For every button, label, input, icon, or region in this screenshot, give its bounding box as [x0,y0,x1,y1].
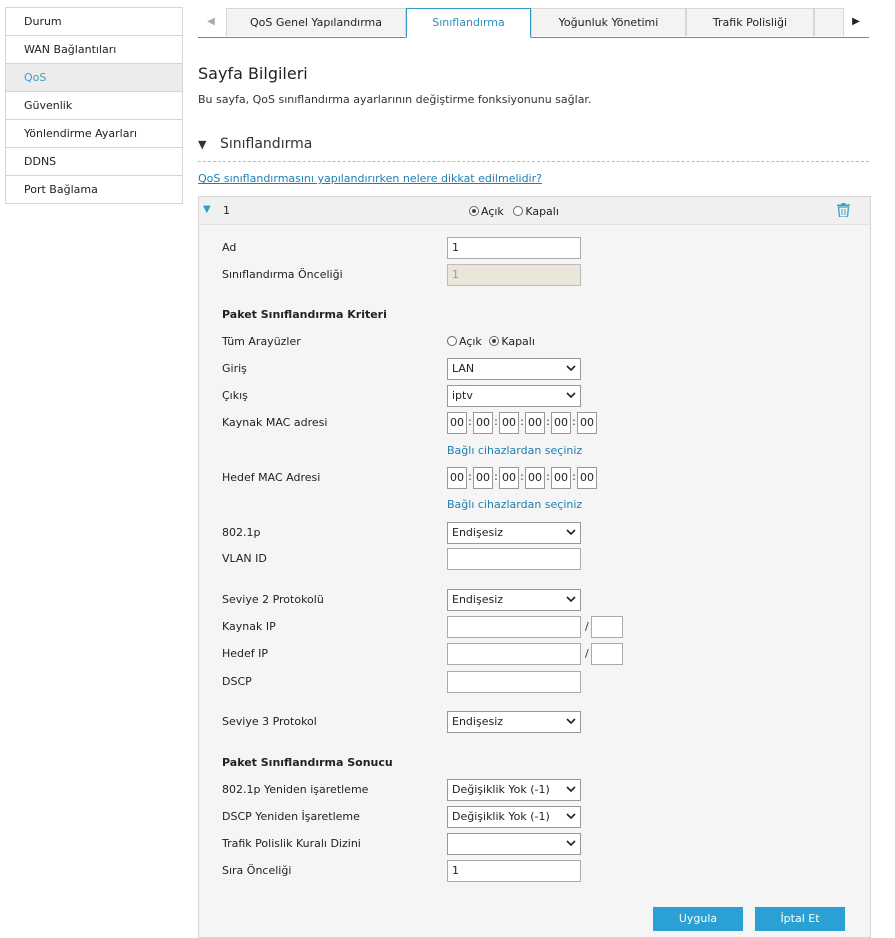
dst-mac-octet[interactable]: 00 [499,467,519,489]
rule-enable-off-radio[interactable] [513,206,523,216]
collapse-triangle-icon[interactable]: ▼ [198,138,207,151]
dot1p-remark-select-value: Değişiklik Yok (-1) [452,783,550,796]
dst-mac-octet[interactable]: 00 [473,467,493,489]
queue-priority-label: Sıra Önceliği [222,864,292,877]
l3-protocol-label: Seviye 3 Protokol [222,715,317,728]
rule-on-label: Açık [481,205,504,218]
dot1p-select-value: Endişesiz [452,526,504,539]
rule-off-label: Kapalı [525,205,559,218]
src-mac-octet[interactable]: 00 [473,412,493,434]
section-header[interactable] [198,135,869,162]
tab-congestion[interactable]: Yoğunluk Yönetimi [531,8,686,36]
egress-select-value: iptv [452,389,473,402]
rule-index: 1 [223,204,230,217]
ingress-select[interactable] [447,358,581,380]
l3-protocol-select-value: Endişesiz [452,715,504,728]
vlan-label: VLAN ID [222,552,267,565]
dscp-remark-label: DSCP Yeniden İşaretleme [222,810,360,823]
chevron-down-icon [566,785,576,793]
src-ip-input[interactable] [447,616,581,638]
all-interfaces-off-label: Kapalı [501,335,535,348]
tab-classification[interactable]: Sınıflandırma [406,8,531,38]
all-interfaces-on-radio[interactable] [447,336,457,346]
expand-triangle-icon[interactable]: ▼ [203,204,211,215]
tab-bar [198,8,869,38]
section-title: Sınıflandırma [220,136,313,152]
queue-priority-input[interactable]: 1 [447,860,581,882]
dot1p-remark-select[interactable] [447,779,581,801]
dscp-input[interactable] [447,671,581,693]
sidebar-item-durum[interactable]: Durum [6,8,182,36]
rule-enable-on-radio[interactable] [469,206,479,216]
classification-rule-panel: ▼ 1 Açık Kapalı Ad 1 Sınıflandırma Önceliği 1 Paket Sınıflandırma Kriteri Tüm Arayüzler Açık Kapalı Giriş LAN Çıkış iptv Kaynak MAC adresi 00 : 00 : 00 : 00 : 00 : 00 Bağlı cihazlardan seçiniz Hedef MAC Adresi 00 : 00 : 00 : 00 : 00 : 00 Bağlı cihazlardan seçiniz 802.1p Endişesiz VLAN ID Seviye 2 Protokolü Endişesiz Kaynak IP / Hedef IP / DSCP Seviye 3 Protokol Endişesiz Paket Sınıflandırma Sonucu 802.1p Yeniden işaretleme Değişiklik Yok (-1) DSCP Yeniden İşaretleme Değişiklik Yok (-1) Trafik Polislik Kuralı Dizini Sıra Önceliği 1 Uygula İptal Et [198,196,871,938]
l3-protocol-select[interactable] [447,711,581,733]
src-mac-label: Kaynak MAC adresi [222,416,328,429]
l2-protocol-label: Seviye 2 Protokolü [222,593,324,606]
priority-input: 1 [447,264,581,286]
src-mac-octet[interactable]: 00 [577,412,597,434]
dst-mac-octet[interactable]: 00 [551,467,571,489]
dst-mac-octet[interactable]: 00 [525,467,545,489]
l2-protocol-select[interactable] [447,589,581,611]
page-description: Bu sayfa, QoS sınıflandırma ayarlarının değiştirme fonksiyonunu sağlar. [198,93,592,106]
dscp-label: DSCP [222,675,252,688]
tab-more[interactable] [814,8,844,36]
src-ip-label: Kaynak IP [222,620,276,633]
all-interfaces-label: Tüm Arayüzler [222,335,301,348]
src-mac-octet[interactable]: 00 [551,412,571,434]
ingress-select-value: LAN [452,362,475,375]
cancel-button[interactable]: İptal Et [755,907,845,931]
src-mac-select-devices-link[interactable]: Bağlı cihazlardan seçiniz [447,444,583,457]
apply-button[interactable]: Uygula [653,907,743,931]
dscp-remark-select-value: Değişiklik Yok (-1) [452,810,550,823]
dot1p-label: 802.1p [222,526,261,539]
result-heading: Paket Sınıflandırma Sonucu [222,756,393,769]
chevron-down-icon [566,595,576,603]
dst-ip-label: Hedef IP [222,647,269,660]
dst-ip-input[interactable] [447,643,581,665]
chevron-down-icon [566,364,576,372]
all-interfaces-group [447,335,535,348]
src-mac-octet[interactable]: 00 [499,412,519,434]
tab-traffic-policing[interactable]: Trafik Polisliği [686,8,814,36]
vlan-input[interactable] [447,548,581,570]
egress-label: Çıkış [222,389,248,402]
sidebar-nav [5,7,183,204]
name-label: Ad [222,241,237,254]
dot1p-remark-label: 802.1p Yeniden işaretleme [222,783,369,796]
sidebar-item-routing[interactable]: Yönlendirme Ayarları [6,120,182,148]
trash-icon[interactable] [837,203,850,217]
help-link[interactable]: QoS sınıflandırmasını yapılandırırken nelere dikkat edilmelidir? [198,172,542,185]
dscp-remark-select[interactable] [447,806,581,828]
policer-index-label: Trafik Polislik Kuralı Dizini [222,837,361,850]
sidebar-item-ddns[interactable]: DDNS [6,148,182,176]
dot1p-select[interactable] [447,522,581,544]
dst-mac-label: Hedef MAC Adresi [222,471,321,484]
chevron-down-icon [566,717,576,725]
tab-scroll-right-icon[interactable]: ▶ [852,16,860,27]
src-mac-octet[interactable]: 00 [447,412,467,434]
all-interfaces-on-label: Açık [459,335,482,348]
chevron-down-icon [566,812,576,820]
tab-qos-general[interactable]: QoS Genel Yapılandırma [226,8,406,36]
ingress-label: Giriş [222,362,247,375]
dst-mac-select-devices-link[interactable]: Bağlı cihazlardan seçiniz [447,498,583,511]
egress-select[interactable] [447,385,581,407]
dst-mac-octet[interactable]: 00 [577,467,597,489]
rule-enable-group [469,205,559,218]
criteria-heading: Paket Sınıflandırma Kriteri [222,308,387,321]
chevron-down-icon [566,391,576,399]
policer-index-select[interactable] [447,833,581,855]
src-mac-octet[interactable]: 00 [525,412,545,434]
dst-mac-octet[interactable]: 00 [447,467,467,489]
chevron-down-icon [566,528,576,536]
src-ip-mask-input[interactable] [591,616,623,638]
all-interfaces-off-radio[interactable] [489,336,499,346]
chevron-down-icon [566,839,576,847]
sidebar-item-qos[interactable]: QoS [6,64,182,92]
dst-ip-mask-input[interactable] [591,643,623,665]
priority-label: Sınıflandırma Önceliği [222,268,343,281]
sidebar-item-security[interactable]: Güvenlik [6,92,182,120]
name-input[interactable]: 1 [447,237,581,259]
rule-header [199,197,870,225]
page-title: Sayfa Bilgileri [198,64,308,83]
l2-protocol-select-value: Endişesiz [452,593,504,606]
sidebar-item-port-binding[interactable]: Port Bağlama [6,176,182,204]
tab-scroll-left-icon[interactable]: ◀ [207,16,215,27]
sidebar-item-wan[interactable]: WAN Bağlantıları [6,36,182,64]
